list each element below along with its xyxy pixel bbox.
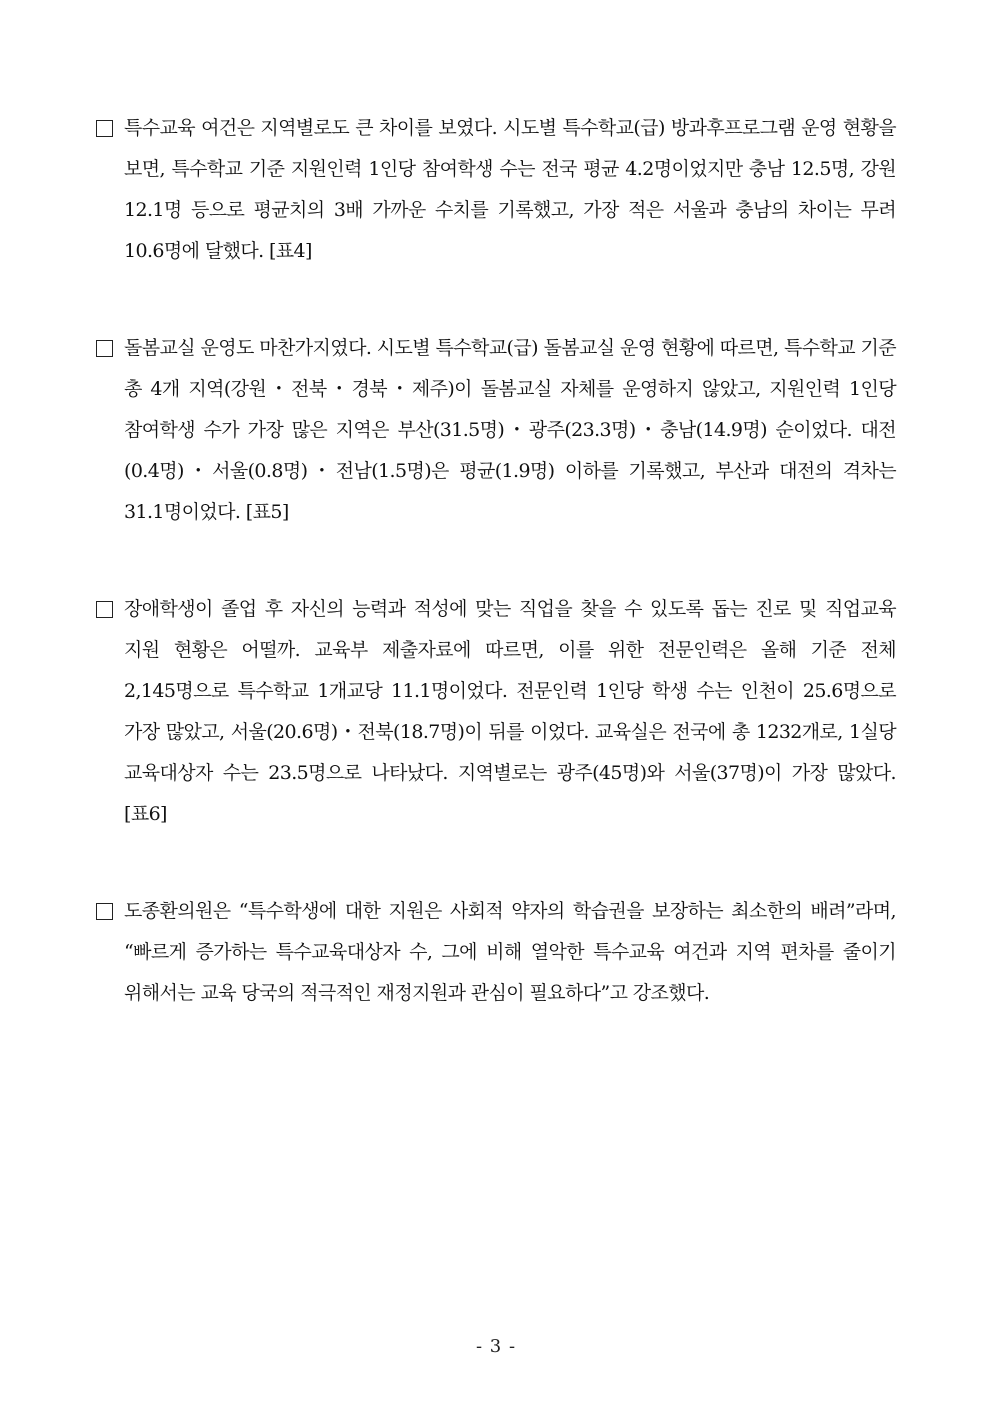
paragraph-text: 특수교육 여건은 지역별로도 큰 차이를 보였다. 시도별 특수학교(급) 방과후프로그램 운영 현황을 보면, 특수학교 기준 지원인력 1인당 참여학생 수는 전국 평균 4.2명이었지만 충남 12.5명, 강원 12.1명 등으로 평균치의 3배 가까운 수치를 기록했고, 가장 적은 서울과 충남의 차이는 무려 10.6명에 달했다. [표4] (124, 117, 896, 262)
page-number: - 3 - (475, 1336, 517, 1357)
paragraph-regional-after-school (96, 108, 896, 272)
paragraph-lawmaker-quote (96, 891, 896, 1014)
document-body (96, 108, 896, 1070)
checkbox-bullet-icon (96, 903, 113, 920)
checkbox-bullet-icon (96, 120, 113, 137)
checkbox-bullet-icon (96, 601, 113, 618)
paragraph-text: 돌봄교실 운영도 마찬가지였다. 시도별 특수학교(급) 돌봄교실 운영 현황에 따르면, 특수학교 기준 총 4개 지역(강원・전북・경북・제주)이 돌봄교실 자체를 운영하지 않았고, 지원인력 1인당 참여학생 수가 가장 많은 지역은 부산(31.5명)・광주(23.3명)・충남(14.9명) 순이었다. 대전(0.4명)・서울(0.8명)・전남(1.5명)은 평균(1.9명) 이하를 기록했고, 부산과 대전의 격차는 31.1명이었다. [표5] (124, 337, 896, 523)
paragraph-text: 도종환의원은 “특수학생에 대한 지원은 사회적 약자의 학습권을 보장하는 최소한의 배려”라며, “빠르게 증가하는 특수교육대상자 수, 그에 비해 열악한 특수교육 여건과 지역 편차를 줄이기 위해서는 교육 당국의 적극적인 재정지원과 관심이 필요하다”고 강조했다. (124, 900, 896, 1004)
paragraph-care-classroom (96, 328, 896, 533)
paragraph-text: 장애학생이 졸업 후 자신의 능력과 적성에 맞는 직업을 찾을 수 있도록 돕는 진로 및 직업교육 지원 현황은 어떨까. 교육부 제출자료에 따르면, 이를 위한 전문인력은 올해 기준 전체 2,145명으로 특수학교 1개교당 11.1명이었다. 전문인력 1인당 학생 수는 인천이 25.6명으로 가장 많았고, 서울(20.6명)・전북(18.7명)이 뒤를 이었다. 교육실은 전국에 총 1232개로, 1실당 교육대상자 수는 23.5명으로 나타났다. 지역별로는 광주(45명)와 서울(37명)이 가장 많았다. [표6] (124, 598, 896, 825)
paragraph-career-education (96, 589, 896, 835)
checkbox-bullet-icon (96, 340, 113, 357)
